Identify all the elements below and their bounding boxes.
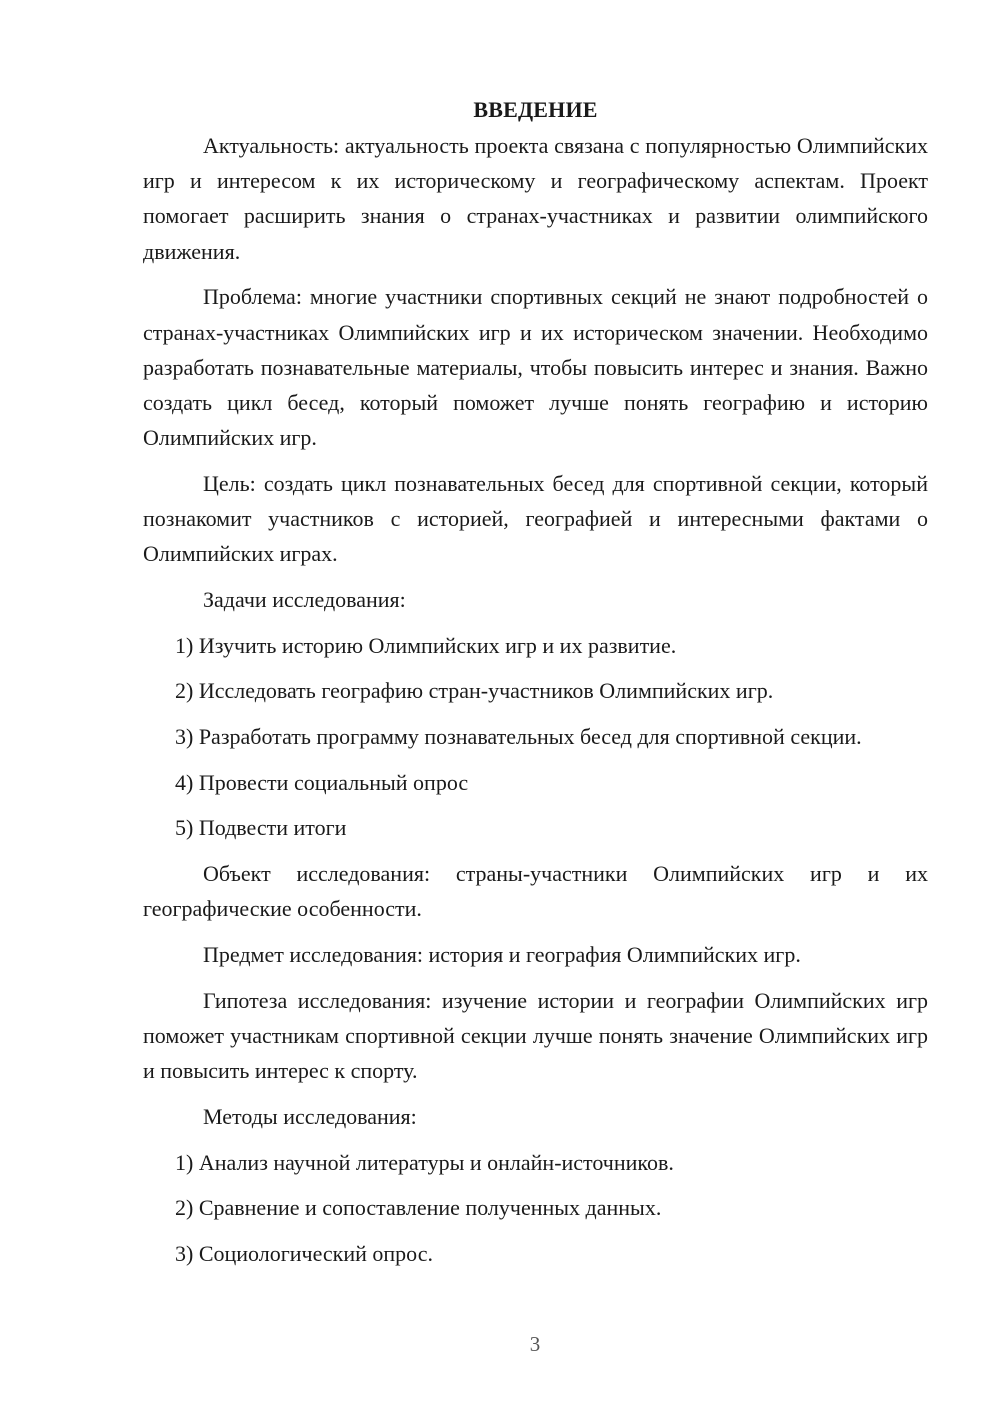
method-item: 3) Социологический опрос.: [175, 1240, 433, 1266]
task-item: 5) Подвести итоги: [175, 815, 347, 841]
method-item: 2) Сравнение и сопоставление полученных данных.: [175, 1195, 662, 1221]
relevance-paragraph: Актуальность: актуальность проекта связана с популярностью Олимпийских игр и интересом к их историческому и географическому аспектам. Проект помогает расширить знания о странах-участниках и развитии олимпийского движения.: [143, 133, 928, 264]
task-item: 4) Провести социальный опрос: [175, 769, 469, 795]
tasks-heading: Задачи исследования:: [203, 586, 406, 612]
task-item: 1) Изучить историю Олимпийских игр и их развитие.: [175, 632, 677, 658]
document-page: [143, 92, 928, 1282]
page-number: 3: [529, 1332, 541, 1356]
task-item: 3) Разработать программу познавательных бесед для спортивной секции.: [175, 724, 862, 750]
task-item: 2) Исследовать географию стран-участников Олимпийских игр.: [175, 678, 774, 704]
method-item: 1) Анализ научной литературы и онлайн-источников.: [175, 1149, 674, 1175]
goal-paragraph: Цель: создать цикл познавательных бесед для спортивной секции, который познакомит участников с историей, географией и интересными фактами о Олимпийских играх.: [143, 470, 928, 567]
section-title: ВВЕДЕНИЕ: [473, 97, 598, 122]
object-paragraph: Объект исследования: страны-участники Олимпийских игр и их географические особенности.: [143, 861, 928, 922]
hypothesis-paragraph: Гипотеза исследования: изучение истории и географии Олимпийских игр поможет участникам спортивной секции лучше понять значение Олимпийских игр и повысить интерес к спорту.: [143, 987, 928, 1084]
methods-heading: Методы исследования:: [203, 1103, 417, 1129]
subject-paragraph: Предмет исследования: история и география Олимпийских игр.: [203, 942, 801, 968]
problem-paragraph: Проблема: многие участники спортивных секций не знают подробностей о странах-участниках Олимпийских игр и их историческом значении. Необходимо разработать познавательные материалы, чтобы повысить интерес и знания. Важно создать цикл бесед, который поможет лучше понять географию и историю Олимпийских игр.: [143, 284, 928, 451]
